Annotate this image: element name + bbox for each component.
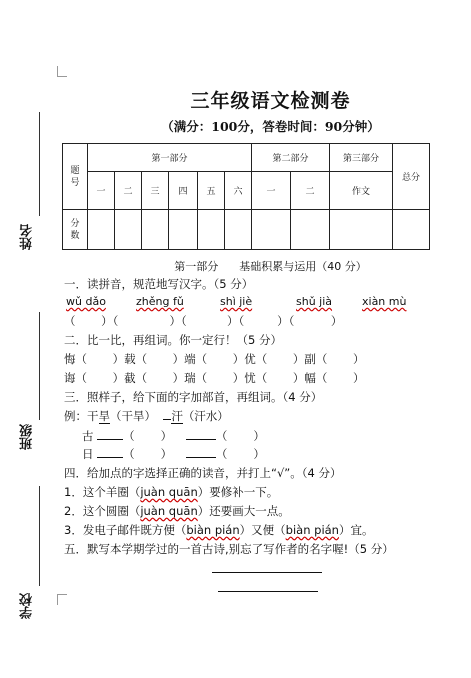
q5-label: 五．默写本学期学过的一首古诗,别忘了写作者的名字喔!（5 分） — [64, 542, 394, 556]
crop-mark-bottom-left — [57, 594, 67, 605]
example-suffix: （汗水） — [182, 409, 229, 423]
paren-close: ） — [253, 447, 265, 461]
pinyin-3: shì jiè — [220, 295, 253, 308]
paren-close: ） — [160, 429, 173, 443]
part2-header: 第二部分 — [252, 144, 330, 172]
q4-item3-pre: 3．发电子邮件既方便（ — [64, 523, 187, 537]
q3-row2-char: 日 — [82, 447, 94, 461]
q4-item1-pinyin-options[interactable]: juàn quān — [140, 485, 198, 499]
q4-item1-post: ）要修补一下。 — [197, 485, 279, 499]
name-label: 姓名 — [20, 224, 35, 250]
paren-close: ） — [160, 447, 173, 461]
poem-answer-line-2[interactable] — [218, 591, 318, 592]
page-subtitle: （满分：100分，答卷时间：90分钟） — [161, 119, 380, 134]
part2-item-1: 一 — [252, 172, 291, 210]
part2-item-2: 二 — [291, 172, 330, 210]
paren-open: （ — [123, 429, 135, 443]
part3-item-essay: 作文 — [330, 172, 393, 210]
score-table — [62, 143, 430, 250]
score-cell[interactable] — [198, 210, 225, 250]
part3-header: 第三部分 — [330, 144, 393, 172]
section1-heading: 第一部分 基础积累与运用（40 分） — [174, 260, 367, 273]
example-char-a: 旱 — [98, 409, 110, 423]
paren-open: （ — [123, 447, 135, 461]
q3-row1-char: 古 — [82, 429, 94, 443]
crop-mark-top-left — [57, 66, 67, 77]
radical-blank[interactable] — [186, 429, 216, 440]
q2-label: 二．比一比，再组词。你一定行！（5 分） — [64, 333, 282, 347]
part1-item-4: 四 — [169, 172, 198, 210]
paren-open: （ — [215, 447, 228, 461]
q4-item3-pinyin-options-2[interactable]: biàn pián — [285, 523, 339, 537]
question-number-header: 题号 — [63, 144, 88, 210]
q4-item2-pre: 2．这个圆圈（ — [64, 504, 141, 518]
q4-item-3 — [64, 522, 373, 538]
example-char-b: 汗 — [171, 409, 183, 423]
score-cell[interactable] — [225, 210, 252, 250]
score-cell[interactable] — [330, 210, 393, 250]
q3-row-2 — [82, 446, 265, 462]
q4-item-1 — [64, 484, 278, 500]
part1-item-3: 三 — [142, 172, 169, 210]
score-cell[interactable] — [115, 210, 142, 250]
pinyin-2: zhěng fǔ — [136, 295, 184, 308]
pinyin-1: wǔ dǎo — [66, 295, 106, 308]
q4-item3-post: ）宜。 — [338, 523, 374, 537]
q4-item1-pre: 1．这个羊圈（ — [64, 485, 141, 499]
q4-item-2 — [64, 503, 290, 519]
class-label: 班级 — [20, 424, 35, 450]
example-mid: （干旱） — [110, 409, 164, 423]
binding-line-bottom — [39, 486, 40, 586]
q4-item2-pinyin-options[interactable]: juàn quān — [140, 504, 198, 518]
page-title: 三年级语文检测卷 — [190, 90, 351, 112]
radical-blank[interactable] — [186, 447, 216, 458]
q1-answer-parens[interactable]: （ ）（ ）（ ）（ ）（ ） — [64, 314, 343, 328]
score-cell[interactable] — [142, 210, 169, 250]
total-header: 总分 — [393, 144, 430, 210]
q4-item3-mid: ）又便（ — [239, 523, 286, 537]
q4-label: 四．给加点的字选择正确的读音，并打上“√”。（4 分） — [64, 466, 342, 480]
score-cell[interactable] — [169, 210, 198, 250]
radical-blank[interactable] — [97, 447, 123, 458]
q2-row-1[interactable]: 悔（ ）载（ ）端（ ）优（ ）副（ ） — [64, 352, 365, 366]
q3-row-1 — [82, 428, 265, 444]
score-cell[interactable] — [252, 210, 291, 250]
poem-answer-line-1[interactable] — [212, 572, 322, 573]
school-label: 学校 — [20, 593, 35, 619]
part1-item-2: 二 — [115, 172, 142, 210]
q3-label: 三．照样子，给下面的字加部首，再组词。（4 分） — [64, 390, 323, 404]
paren-close: ） — [253, 429, 265, 443]
q4-item3-pinyin-options-1[interactable]: biàn pián — [186, 523, 240, 537]
pinyin-4: shǔ jià — [296, 295, 333, 308]
score-cell[interactable] — [88, 210, 115, 250]
part1-item-6: 六 — [225, 172, 252, 210]
score-row-header: 分数 — [63, 210, 88, 250]
score-cell[interactable] — [393, 210, 430, 250]
score-cell[interactable] — [291, 210, 330, 250]
example-prefix: 例：干 — [64, 409, 99, 423]
paren-open: （ — [215, 429, 228, 443]
radical-blank[interactable] — [97, 429, 123, 440]
pinyin-5: xiàn mù — [362, 295, 407, 308]
binding-line-middle — [39, 312, 40, 420]
q2-row-2[interactable]: 诲（ ）截（ ）瑞（ ）忧（ ）幅（ ） — [64, 371, 365, 385]
part1-item-1: 一 — [88, 172, 115, 210]
q1-label: 一．读拼音，规范地写汉字。（5 分） — [64, 277, 254, 291]
part1-item-5: 五 — [198, 172, 225, 210]
q4-item2-post: ）还要画大一点。 — [197, 504, 290, 518]
part1-header: 第一部分 — [88, 144, 252, 172]
q3-example — [64, 408, 229, 424]
